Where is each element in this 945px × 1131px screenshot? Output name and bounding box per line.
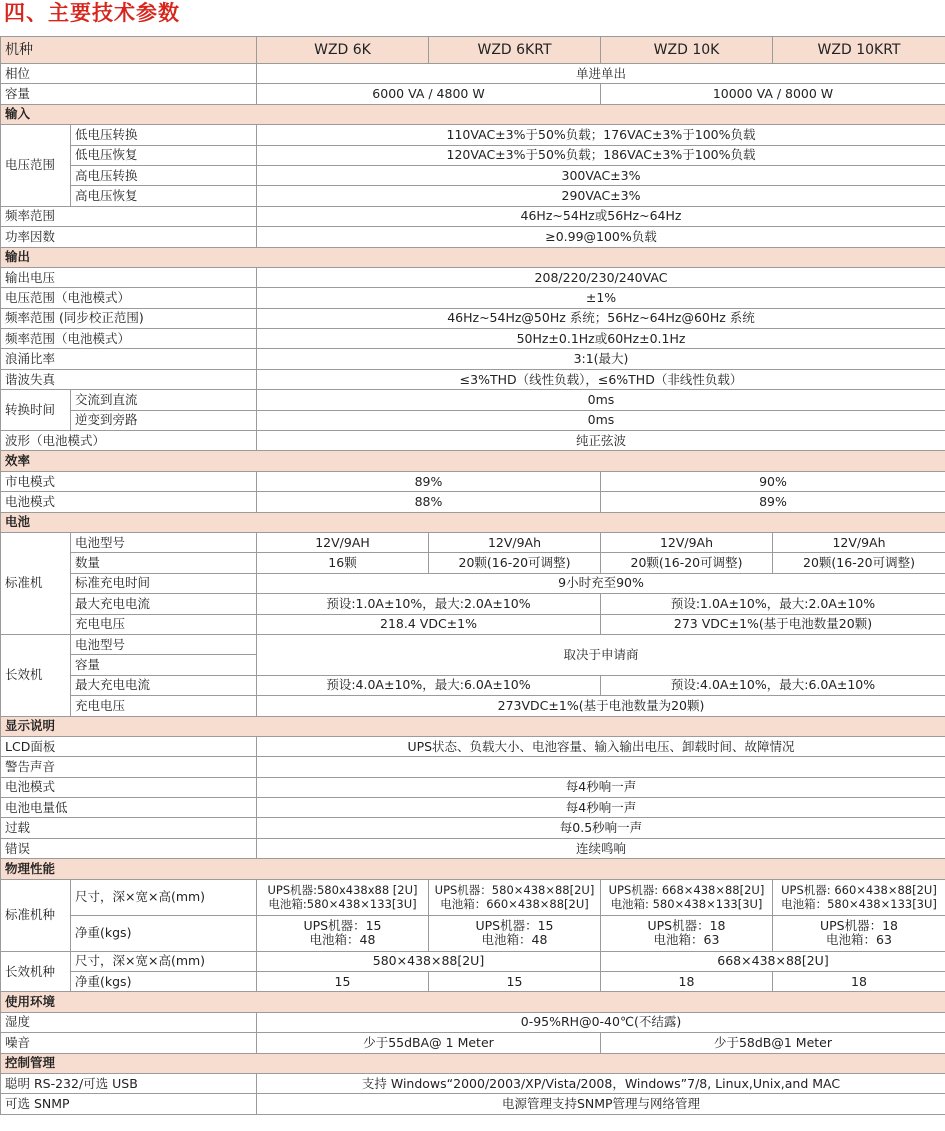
ups-size: UPS机器: 668×438×88[2U] bbox=[608, 883, 765, 898]
row-value: 290VAC±3% bbox=[257, 186, 945, 206]
row-label: 净重(kgs) bbox=[71, 915, 257, 951]
row-label: 谐波失真 bbox=[1, 369, 257, 389]
table-row bbox=[1, 736, 945, 756]
table-row bbox=[1, 798, 945, 818]
row-label: 电压范围（电池模式） bbox=[1, 288, 257, 308]
table-row bbox=[1, 879, 945, 915]
row-value: 预设:4.0A±10%，最大:6.0A±10% bbox=[601, 675, 945, 695]
model-wzd-10krt: WZD 10KRT bbox=[773, 37, 945, 64]
model-label: 机种 bbox=[1, 37, 257, 64]
spec-table bbox=[0, 36, 945, 1115]
model-wzd-10k: WZD 10K bbox=[601, 37, 773, 64]
section-title: 输出 bbox=[1, 247, 945, 267]
section-title: 输入 bbox=[1, 104, 945, 124]
row-value: 0ms bbox=[257, 390, 945, 410]
row-label: 功率因数 bbox=[1, 227, 257, 247]
row-value: 电源管理支持SNMP管理与网络管理 bbox=[257, 1094, 945, 1114]
table-row bbox=[1, 206, 945, 226]
section-title: 使用环境 bbox=[1, 992, 945, 1012]
row-value: 20颗(16-20可调整) bbox=[773, 553, 945, 573]
group-label: 转换时间 bbox=[1, 390, 71, 431]
table-row bbox=[1, 471, 945, 491]
ups-size: UPS机器：580×438×88[2U] bbox=[434, 883, 595, 898]
row-label: 最大充电电流 bbox=[71, 675, 257, 695]
row-value: ≤3%THD（线性负载），≤6%THD（非线性负载） bbox=[257, 369, 945, 389]
ups-size: UPS机器:580x438x88 [2U] bbox=[267, 883, 418, 898]
table-row bbox=[1, 288, 945, 308]
ups-weight: UPS机器：15 bbox=[303, 918, 382, 934]
table-row bbox=[1, 1033, 945, 1053]
row-label: 错误 bbox=[1, 838, 257, 858]
table-row bbox=[1, 757, 945, 777]
section-header bbox=[1, 716, 945, 736]
row-label: 电池电量低 bbox=[1, 798, 257, 818]
row-label: 逆变到旁路 bbox=[71, 410, 257, 430]
row-label: 高电压转换 bbox=[71, 165, 257, 185]
row-value: 预设:4.0A±10%，最大:6.0A±10% bbox=[257, 675, 601, 695]
row-value bbox=[257, 757, 945, 777]
row-value: 10000 VA / 8000 W bbox=[601, 84, 945, 104]
group-label: 标准机 bbox=[1, 532, 71, 634]
row-value bbox=[257, 915, 429, 951]
row-label: 电池模式 bbox=[1, 777, 257, 797]
table-row bbox=[1, 84, 945, 104]
row-label: 频率范围 (同步校正范围) bbox=[1, 308, 257, 328]
section-header bbox=[1, 992, 945, 1012]
row-value: UPS状态、负载大小、电池容量、输入输出电压、卸载时间、故障情况 bbox=[257, 736, 945, 756]
row-value: 15 bbox=[257, 972, 429, 992]
row-label: 容量 bbox=[71, 655, 257, 675]
table-row bbox=[1, 1012, 945, 1032]
table-row bbox=[1, 1073, 945, 1093]
ups-weight: UPS机器：18 bbox=[819, 918, 899, 934]
header-row bbox=[1, 37, 945, 64]
row-value: 273VDC±1%(基于电池数量为20颗) bbox=[257, 696, 945, 716]
table-row bbox=[1, 777, 945, 797]
table-row bbox=[1, 696, 945, 716]
row-value: 88% bbox=[257, 492, 601, 512]
battery-box-size: 电池箱:580×438×133[3U] bbox=[268, 897, 417, 912]
row-value: 预设:1.0A±10%，最大:2.0A±10% bbox=[601, 594, 945, 614]
row-value: 6000 VA / 4800 W bbox=[257, 84, 601, 104]
section-header bbox=[1, 104, 945, 124]
row-label: 输出电压 bbox=[1, 267, 257, 287]
table-row bbox=[1, 838, 945, 858]
row-value: 46Hz~54Hz@50Hz 系统；56Hz~64Hz@60Hz 系统 bbox=[257, 308, 945, 328]
row-label: 警告声音 bbox=[1, 757, 257, 777]
row-label: 电池型号 bbox=[71, 532, 257, 552]
row-label: 净重(kgs) bbox=[71, 972, 257, 992]
row-value: 89% bbox=[257, 471, 601, 491]
section-title: 控制管理 bbox=[1, 1053, 945, 1073]
row-value: 0ms bbox=[257, 410, 945, 430]
table-row bbox=[1, 634, 945, 654]
section-header bbox=[1, 859, 945, 879]
row-label: 过载 bbox=[1, 818, 257, 838]
table-row bbox=[1, 390, 945, 410]
table-row bbox=[1, 145, 945, 165]
battery-box-weight: 电池箱：48 bbox=[309, 932, 376, 948]
row-label: 噪音 bbox=[1, 1033, 257, 1053]
row-value: 50Hz±0.1Hz或60Hz±0.1Hz bbox=[257, 329, 945, 349]
row-value: 120VAC±3%于50%负载；186VAC±3%于100%负载 bbox=[257, 145, 945, 165]
row-value: 每0.5秒响一声 bbox=[257, 818, 945, 838]
row-value bbox=[601, 879, 773, 915]
row-label: 频率范围 bbox=[1, 206, 257, 226]
table-row bbox=[1, 1094, 945, 1114]
section-header bbox=[1, 1053, 945, 1073]
table-row bbox=[1, 532, 945, 552]
table-row bbox=[1, 267, 945, 287]
battery-box-size: 电池箱：580×438×133[3U] bbox=[781, 897, 937, 912]
row-value: 少于55dBA@ 1 Meter bbox=[257, 1033, 601, 1053]
table-row bbox=[1, 227, 945, 247]
battery-box-weight: 电池箱：63 bbox=[653, 932, 720, 948]
row-value: 668×438×88[2U] bbox=[601, 951, 945, 971]
table-row bbox=[1, 125, 945, 145]
table-row bbox=[1, 165, 945, 185]
group-label: 长效机 bbox=[1, 634, 71, 716]
row-label: 尺寸，深×宽×高(mm) bbox=[71, 879, 257, 915]
section-title: 效率 bbox=[1, 451, 945, 471]
row-label: 低电压恢复 bbox=[71, 145, 257, 165]
page-title: 四、主要技术参数 bbox=[4, 1, 180, 25]
table-row bbox=[1, 573, 945, 593]
row-value: 12V/9Ah bbox=[601, 532, 773, 552]
row-value: 3:1(最大) bbox=[257, 349, 945, 369]
row-label: 交流到直流 bbox=[71, 390, 257, 410]
battery-box-weight: 电池箱：63 bbox=[826, 932, 892, 948]
row-label: 电池模式 bbox=[1, 492, 257, 512]
row-label: 容量 bbox=[1, 84, 257, 104]
row-value bbox=[257, 879, 429, 915]
table-row bbox=[1, 410, 945, 430]
row-label: 充电电压 bbox=[71, 614, 257, 634]
table-row bbox=[1, 492, 945, 512]
row-value: 20颗(16-20可调整) bbox=[601, 553, 773, 573]
group-label: 标准机种 bbox=[1, 879, 71, 951]
row-value: 110VAC±3%于50%负载；176VAC±3%于100%负载 bbox=[257, 125, 945, 145]
row-value: 300VAC±3% bbox=[257, 165, 945, 185]
model-wzd-6krt: WZD 6KRT bbox=[429, 37, 601, 64]
row-label: 标准充电时间 bbox=[71, 573, 257, 593]
row-value: 90% bbox=[601, 471, 945, 491]
section-title: 显示说明 bbox=[1, 716, 945, 736]
section-header bbox=[1, 451, 945, 471]
row-value: 9小时充至90% bbox=[257, 573, 945, 593]
table-row bbox=[1, 675, 945, 695]
row-value: 46Hz~54Hz或56Hz~64Hz bbox=[257, 206, 945, 226]
row-value: 取决于申请商 bbox=[257, 634, 945, 675]
ups-weight: UPS机器：18 bbox=[647, 918, 726, 934]
row-value: 12V/9AH bbox=[257, 532, 429, 552]
table-row bbox=[1, 818, 945, 838]
row-value: 18 bbox=[601, 972, 773, 992]
row-value bbox=[773, 915, 945, 951]
row-label: 频率范围（电池模式） bbox=[1, 329, 257, 349]
row-value: 89% bbox=[601, 492, 945, 512]
table-row bbox=[1, 186, 945, 206]
row-value: 12V/9Ah bbox=[773, 532, 945, 552]
row-label: 相位 bbox=[1, 64, 257, 84]
row-value: 20颗(16-20可调整) bbox=[429, 553, 601, 573]
row-value: 每4秒响一声 bbox=[257, 798, 945, 818]
row-value: 16颗 bbox=[257, 553, 429, 573]
row-value bbox=[429, 915, 601, 951]
table-row bbox=[1, 614, 945, 634]
row-value: 连续鸣响 bbox=[257, 838, 945, 858]
table-row bbox=[1, 329, 945, 349]
row-value: 218.4 VDC±1% bbox=[257, 614, 601, 634]
table-row bbox=[1, 369, 945, 389]
table-row bbox=[1, 431, 945, 451]
row-label: LCD面板 bbox=[1, 736, 257, 756]
group-label: 电压范围 bbox=[1, 125, 71, 207]
section-header bbox=[1, 512, 945, 532]
table-row bbox=[1, 553, 945, 573]
table-row bbox=[1, 349, 945, 369]
row-label: 充电电压 bbox=[71, 696, 257, 716]
row-value: 18 bbox=[773, 972, 945, 992]
row-value: 12V/9Ah bbox=[429, 532, 601, 552]
row-label: 最大充电电流 bbox=[71, 594, 257, 614]
row-value bbox=[429, 879, 601, 915]
ups-weight: UPS机器：15 bbox=[475, 918, 554, 934]
row-value: 预设:1.0A±10%，最大:2.0A±10% bbox=[257, 594, 601, 614]
table-row bbox=[1, 972, 945, 992]
row-label: 尺寸，深×宽×高(mm) bbox=[71, 951, 257, 971]
battery-box-size: 电池箱：660×438×88[2U] bbox=[440, 897, 589, 912]
row-value bbox=[601, 915, 773, 951]
row-label: 可选 SNMP bbox=[1, 1094, 257, 1114]
row-label: 低电压转换 bbox=[71, 125, 257, 145]
table-row bbox=[1, 308, 945, 328]
model-wzd-6k: WZD 6K bbox=[257, 37, 429, 64]
row-value: 0-95%RH@0-40℃(不结露) bbox=[257, 1012, 945, 1032]
row-label: 高电压恢复 bbox=[71, 186, 257, 206]
table-row bbox=[1, 594, 945, 614]
table-row bbox=[1, 64, 945, 84]
row-label: 聪明 RS-232/可选 USB bbox=[1, 1073, 257, 1093]
row-value: 纯正弦波 bbox=[257, 431, 945, 451]
row-label: 浪涌比率 bbox=[1, 349, 257, 369]
section-header bbox=[1, 247, 945, 267]
table-row bbox=[1, 915, 945, 951]
row-value: 208/220/230/240VAC bbox=[257, 267, 945, 287]
row-value: 少于58dB@1 Meter bbox=[601, 1033, 945, 1053]
battery-box-size: 电池箱: 580×438×133[3U] bbox=[610, 897, 763, 912]
section-title: 电池 bbox=[1, 512, 945, 532]
battery-box-weight: 电池箱：48 bbox=[481, 932, 548, 948]
row-value: 每4秒响一声 bbox=[257, 777, 945, 797]
row-value bbox=[773, 879, 945, 915]
row-label: 波形（电池模式） bbox=[1, 431, 257, 451]
row-value: 273 VDC±1%(基于电池数量20颗) bbox=[601, 614, 945, 634]
group-label: 长效机种 bbox=[1, 951, 71, 992]
section-title: 物理性能 bbox=[1, 859, 945, 879]
ups-size: UPS机器: 660×438×88[2U] bbox=[781, 883, 937, 898]
row-value: ±1% bbox=[257, 288, 945, 308]
row-label: 数量 bbox=[71, 553, 257, 573]
row-label: 湿度 bbox=[1, 1012, 257, 1032]
table-row bbox=[1, 951, 945, 971]
row-value: 580×438×88[2U] bbox=[257, 951, 601, 971]
row-label: 电池型号 bbox=[71, 634, 257, 654]
row-value: 单进单出 bbox=[257, 64, 945, 84]
row-label: 市电模式 bbox=[1, 471, 257, 491]
row-value: 支持 Windows“2000/2003/XP/Vista/2008，Windows”7/8, Linux,Unix,and MAC bbox=[257, 1073, 945, 1093]
row-value: ≥0.99@100%负载 bbox=[257, 227, 945, 247]
row-value: 15 bbox=[429, 972, 601, 992]
